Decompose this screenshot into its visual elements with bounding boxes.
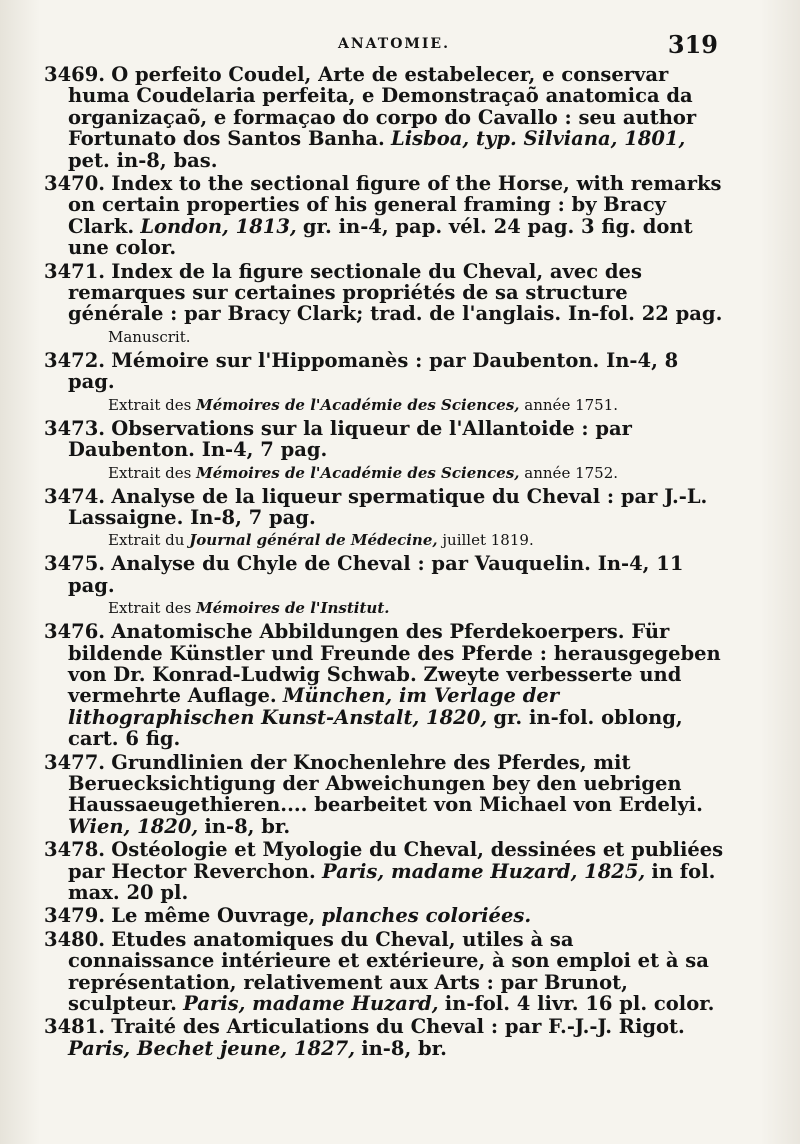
bibliography-entry <box>44 64 724 171</box>
bibliography-entry <box>44 418 724 483</box>
entry-note <box>44 327 724 347</box>
entry-body <box>44 929 724 1015</box>
entry-format: gr. in-4, pap. vél. 24 pag. 3 fig. dont une color. <box>68 214 693 260</box>
entry-body <box>44 1016 724 1059</box>
entry-imprint: Paris, madame Huzard, <box>183 992 439 1016</box>
entry-number: 3479. <box>44 904 106 928</box>
entry-body <box>44 173 724 259</box>
bibliography-entry <box>44 621 724 749</box>
entry-format: gr. in-fol. oblong, cart. 6 fig. <box>68 705 683 751</box>
entry-body <box>44 553 724 596</box>
entry-imprint: Paris, Bechet jeune, 1827, <box>68 1036 356 1060</box>
page-number: 319 <box>667 30 718 59</box>
entry-body <box>44 486 724 529</box>
bibliography-entry <box>44 929 724 1015</box>
entry-title: Etudes anatomiques du Cheval, utiles à sa connaissance intérieure et extérieure, à son emploi et à sa représentation, relativement aux Arts : par Brunot, sculpteur. <box>68 927 709 1016</box>
entry-title: Traité des Articulations du Cheval : par F.-J.-J. Rigot. <box>111 1015 685 1039</box>
note-suffix: année 1751. <box>524 395 619 414</box>
entry-title: Index de la figure sectionale du Cheval, avec des remarques sur certaines propriétés de sa structure générale : par Bracy Clark; trad. de l'anglais. In-fol. 22 pag. <box>68 259 723 326</box>
entry-title: Mémoire sur l'Hippomanès : par Daubenton. In-4, 8 pag. <box>68 348 679 394</box>
entry-body <box>44 621 724 749</box>
note-prefix: Extrait des <box>108 599 192 618</box>
entry-body <box>44 350 724 393</box>
note-prefix: Extrait du <box>108 531 185 550</box>
entry-number: 3473. <box>44 416 106 440</box>
entry-title: O perfeito Coudel, Arte de estabelecer, e conservar huma Coudelaria perfeita, e Demonstraçaõ anatomica da organizaçaõ, e formaçao do corpo do Cavallo : seu author Fortunato dos Santos Banha. <box>68 63 697 151</box>
entry-body <box>44 64 724 171</box>
entry-imprint: Paris, madame Huzard, 1825, <box>321 859 646 883</box>
bibliography-entry <box>44 1016 724 1059</box>
entry-title: Observations sur la liqueur de l'Allantoide : par Daubenton. In-4, 7 pag. <box>68 416 632 462</box>
entry-number: 3476. <box>44 620 106 644</box>
note-suffix: juillet 1819. <box>442 531 534 550</box>
note-prefix: Extrait des <box>108 395 192 414</box>
entry-body <box>44 418 724 461</box>
entry-note <box>44 598 724 618</box>
entry-imprint: planches coloriées. <box>321 904 532 928</box>
entry-format: in-8, br. <box>361 1036 447 1060</box>
bibliography-entry <box>44 752 724 838</box>
bibliography-list <box>44 64 724 1061</box>
bibliography-entry <box>44 173 724 259</box>
entry-imprint: London, 1813, <box>140 214 297 238</box>
page-header <box>70 30 718 60</box>
entry-format: in fol. max. 20 pl. <box>68 859 716 904</box>
entry-title: Grundlinien der Knochenlehre des Pferdes, mit Beruecksichtigung der Abweichungen bey den uebrigen Haussaeugethieren.... bearbeitet von Michael von Erdelyi. <box>68 750 703 817</box>
note-suffix: année 1752. <box>524 463 619 482</box>
entry-title: Ostéologie et Myologie du Cheval, dessinées et publiées par Hector Reverchon. <box>68 838 724 883</box>
entry-imprint: Wien, 1820, <box>68 814 199 838</box>
entry-number: 3480. <box>44 927 106 951</box>
note-prefix: Extrait des <box>108 463 192 482</box>
note-source: Mémoires de l'Académie des Sciences, <box>196 463 520 482</box>
bibliography-entry <box>44 261 724 347</box>
entry-title: Anatomische Abbildungen des Pferdekoerpers. Für bildende Künstler und Freunde des Pferde : herausgegeben von Dr. Konrad-Ludwig Schwab. Zweyte verbesserte und vermehrte Auflage. <box>68 620 721 708</box>
entry-imprint: Lisboa, typ. Silviana, 1801, <box>391 127 686 151</box>
entry-title: Index to the sectional figure of the Horse, with remarks on certain properties of his general framing : by Bracy Clark. <box>68 172 722 238</box>
entry-body <box>44 261 724 325</box>
entry-format: in-8, br. <box>204 814 291 838</box>
entry-imprint: München, im Verlage der lithographischen Kunst-Anstalt, 1820, <box>68 684 560 729</box>
note-source: Journal général de Médecine, <box>189 531 438 550</box>
note-prefix: Manuscrit. <box>108 327 191 346</box>
entry-format: pet. in-8, bas. <box>68 148 218 172</box>
entry-number: 3478. <box>44 838 106 862</box>
bibliography-entry <box>44 905 724 926</box>
running-head: ANATOMIE. <box>338 36 450 52</box>
entry-number: 3475. <box>44 552 106 576</box>
entry-note <box>44 530 724 550</box>
bibliography-entry <box>44 553 724 618</box>
bibliography-entry <box>44 350 724 415</box>
bibliography-entry <box>44 839 724 903</box>
entry-note <box>44 395 724 415</box>
entry-number: 3474. <box>44 484 106 508</box>
entry-number: 3469. <box>44 63 106 86</box>
note-source: Mémoires de l'Académie des Sciences, <box>196 395 520 414</box>
bibliography-entry <box>44 486 724 551</box>
entry-title: Analyse du Chyle de Cheval : par Vauquelin. In-4, 11 pag. <box>68 552 684 597</box>
note-source: Mémoires de l'Institut. <box>196 599 390 618</box>
entry-body <box>44 839 724 903</box>
entry-note <box>44 463 724 483</box>
entry-title: Le même Ouvrage, <box>111 904 316 928</box>
entry-body <box>44 752 724 838</box>
entry-number: 3477. <box>44 750 106 774</box>
entry-format: in-fol. 4 livr. 16 pl. color. <box>444 992 715 1016</box>
entry-number: 3472. <box>44 348 106 372</box>
entry-number: 3471. <box>44 259 106 283</box>
entry-number: 3470. <box>44 172 106 196</box>
entry-number: 3481. <box>44 1015 106 1039</box>
entry-body <box>44 905 724 926</box>
entry-title: Analyse de la liqueur spermatique du Cheval : par J.-L. Lassaigne. In-8, 7 pag. <box>68 484 708 529</box>
